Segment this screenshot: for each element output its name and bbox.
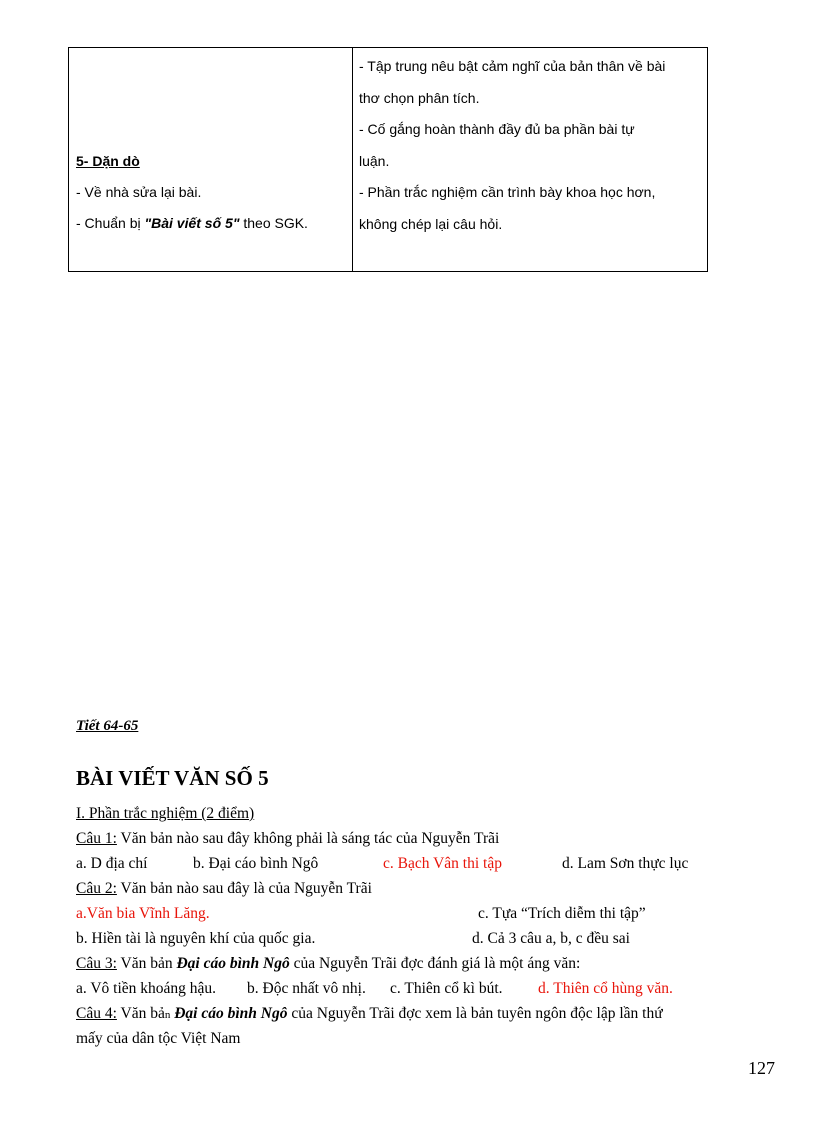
question-4-post: của Nguyễn Trãi đợc xem là bản tuyên ngôn độc lập lần thứ <box>287 1005 663 1022</box>
question-2-options-row-1 <box>76 901 776 926</box>
q2-option-c: c. Tựa “Trích diễm thi tập” <box>478 905 646 922</box>
table-right-cell <box>353 48 707 271</box>
homework-item-1: - Về nhà sửa lại bài. <box>76 184 202 200</box>
note-line: - Phần trắc nghiệm cần trình bày khoa học hơn, <box>359 184 656 200</box>
page-number: 127 <box>748 1058 775 1078</box>
q1-option-d: d. Lam Sơn thực lục <box>562 855 689 872</box>
question-3-pre: Văn bản <box>116 955 177 972</box>
question-1-text: Văn bản nào sau đây không phải là sáng tác của Nguyễn Trãi <box>116 830 500 847</box>
question-4-work-title: Đại cáo bình Ngô <box>170 1005 288 1022</box>
q3-option-c: c. Thiên cổ kì bút. <box>390 980 503 997</box>
question-4 <box>76 1001 776 1026</box>
homework-item-2 <box>76 208 352 239</box>
question-1-label: Câu 1: <box>76 830 117 847</box>
question-2-label: Câu 2: <box>76 880 117 897</box>
question-2-options-row-2 <box>76 926 776 951</box>
question-4-pre: Văn bả <box>116 1005 165 1022</box>
homework-heading: 5- Dặn dò <box>76 153 140 169</box>
homework-item-2-prefix: - Chuẩn bị <box>76 215 145 231</box>
quiz-section <box>76 801 776 1051</box>
q3-option-d: d. Thiên cổ hùng văn. <box>538 980 673 997</box>
q1-option-a: a. D địa chí <box>76 855 148 872</box>
question-3-post: của Nguyễn Trãi đợc đánh giá là một áng văn: <box>289 955 581 972</box>
page-title: BÀI VIẾT VĂN SỐ 5 <box>76 766 269 790</box>
note-line: không chép lại câu hỏi. <box>359 215 503 232</box>
table-left-cell <box>69 48 353 271</box>
q1-option-c: c. Bạch Vân thi tập <box>383 855 502 872</box>
q3-option-a: a. Vô tiền khoáng hậu. <box>76 980 217 997</box>
q2-option-a: a.Văn bia Vĩnh Lăng. <box>76 905 210 922</box>
note-line: thơ chọn phân tích. <box>359 89 480 106</box>
question-4-label: Câu 4: <box>76 1005 117 1022</box>
question-2 <box>76 876 776 901</box>
question-4-small: n <box>164 1009 171 1021</box>
note-line: luận. <box>359 152 390 169</box>
question-1 <box>76 826 776 851</box>
q3-option-b: b. Độc nhất vô nhị. <box>247 980 366 997</box>
section-heading: I. Phần trắc nghiệm (2 điểm) <box>76 805 255 822</box>
notes-table <box>68 47 708 272</box>
question-2-text: Văn bản nào sau đây là của Nguyễn Trãi <box>116 880 372 897</box>
lesson-label: Tiết 64-65 <box>76 718 139 734</box>
note-line: - Tập trung nêu bật cảm nghĩ của bản thân về bài <box>359 58 666 74</box>
homework-item-2-bold: "Bài viết số 5" <box>144 215 240 231</box>
question-3 <box>76 951 776 976</box>
question-3-options <box>76 976 776 1001</box>
q2-option-d: d. Cả 3 câu a, b, c đều sai <box>472 930 630 947</box>
note-line: - Cố gắng hoàn thành đầy đủ ba phần bài tự <box>359 121 635 137</box>
question-1-options <box>76 851 776 876</box>
q2-option-b: b. Hiền tài là nguyên khí của quốc gia. <box>76 930 316 947</box>
question-3-label: Câu 3: <box>76 955 117 972</box>
question-4-continuation: mấy của dân tộc Việt Nam <box>76 1030 241 1047</box>
homework-item-2-suffix: theo SGK. <box>239 215 308 231</box>
question-3-work-title: Đại cáo bình Ngô <box>176 955 290 972</box>
q1-option-b: b. Đại cáo bình Ngô <box>193 855 319 872</box>
